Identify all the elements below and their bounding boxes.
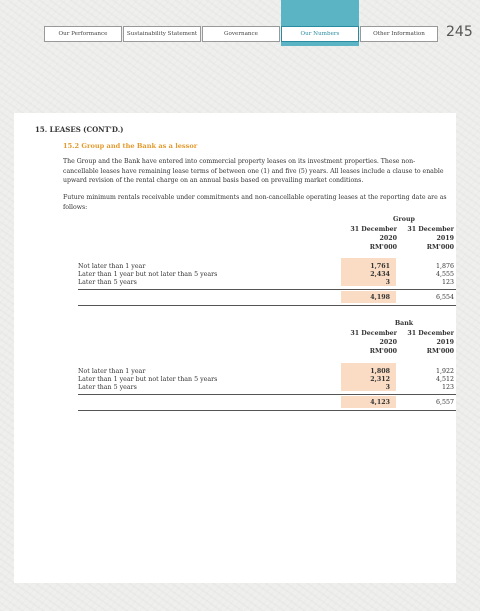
bank-col1-line1: 31 December <box>350 330 397 337</box>
group-col1-line1: 31 December <box>350 226 397 233</box>
bank-row-2-label: Later than 1 year but not later than 5 years <box>78 376 218 383</box>
group-row-3-label: Later than 5 years <box>78 279 137 286</box>
tab-governance[interactable]: Governance <box>202 26 280 42</box>
group-col1-line3: RM'000 <box>369 244 397 251</box>
group-total-2020: 4,198 <box>370 294 390 301</box>
top-navigation <box>0 26 480 44</box>
tab-our-performance[interactable]: Our Performance <box>44 26 122 42</box>
bank-col1-line3: RM'000 <box>369 348 397 355</box>
group-row-3-2020: 3 <box>385 279 390 286</box>
group-col1-line2: 2020 <box>379 235 397 242</box>
bank-total-rule-top <box>78 394 456 395</box>
page-number: 245 <box>446 24 473 40</box>
bank-total-2019: 6,557 <box>435 399 454 406</box>
bank-heading: Bank <box>394 320 414 327</box>
bank-col2-line1: 31 December <box>407 330 454 337</box>
tab-our-numbers[interactable]: Our Numbers <box>281 26 359 42</box>
bank-row-3-label: Later than 5 years <box>78 384 137 391</box>
paragraph-lease-description: The Group and the Bank have entered into commercial property leases on its investment properties. These non-cancellable leases have remaining lease terms of between one (1) and five (5) years. All leases include a clause to enable upward revision of the rental charge on an annual basis based on prevailing market conditions. <box>63 158 444 185</box>
bank-row-2-2020: 2,312 <box>370 376 390 383</box>
group-col2-line1: 31 December <box>407 226 454 233</box>
content-panel <box>14 113 456 583</box>
group-row-1-label: Not later than 1 year <box>78 263 146 270</box>
group-row-2-2019: 4,555 <box>435 271 454 278</box>
tab-other-information[interactable]: Other Information <box>360 26 438 42</box>
bank-row-1-2019: 1,922 <box>435 368 454 375</box>
bank-total-2020: 4,123 <box>370 399 390 406</box>
bank-col2-line2: 2019 <box>436 339 454 346</box>
subsection-title: 15.2 Group and the Bank as a lessor <box>63 142 198 150</box>
group-row-1-2020: 1,761 <box>370 263 390 270</box>
group-heading: Group <box>393 216 415 223</box>
group-total-rule-top <box>78 289 456 290</box>
paragraph-future-rentals: Future minimum rentals receivable under commitments and non-cancellable operating leases at the reporting date are as follows: <box>63 194 447 211</box>
group-row-3-2019: 123 <box>441 279 454 286</box>
group-total-2019: 6,554 <box>435 294 454 301</box>
bank-row-3-2020: 3 <box>385 384 390 391</box>
group-row-2-label: Later than 1 year but not later than 5 years <box>78 271 218 278</box>
bank-row-3-2019: 123 <box>441 384 454 391</box>
bank-col1-line2: 2020 <box>379 339 397 346</box>
bank-total-rule-bottom <box>78 410 456 411</box>
bank-row-1-2020: 1,808 <box>370 368 390 375</box>
group-row-1-2019: 1,876 <box>435 263 454 270</box>
section-title: 15. LEASES (CONT'D.) <box>35 125 124 134</box>
bank-col2-line3: RM'000 <box>426 348 454 355</box>
group-total-rule-bottom <box>78 305 456 306</box>
group-row-2-2020: 2,434 <box>370 271 390 278</box>
group-col2-line2: 2019 <box>436 235 454 242</box>
bank-row-2-2019: 4,512 <box>435 376 454 383</box>
group-col2-line3: RM'000 <box>426 244 454 251</box>
bank-row-1-label: Not later than 1 year <box>78 368 146 375</box>
tab-sustainability-statement[interactable]: Sustainability Statement <box>123 26 201 42</box>
